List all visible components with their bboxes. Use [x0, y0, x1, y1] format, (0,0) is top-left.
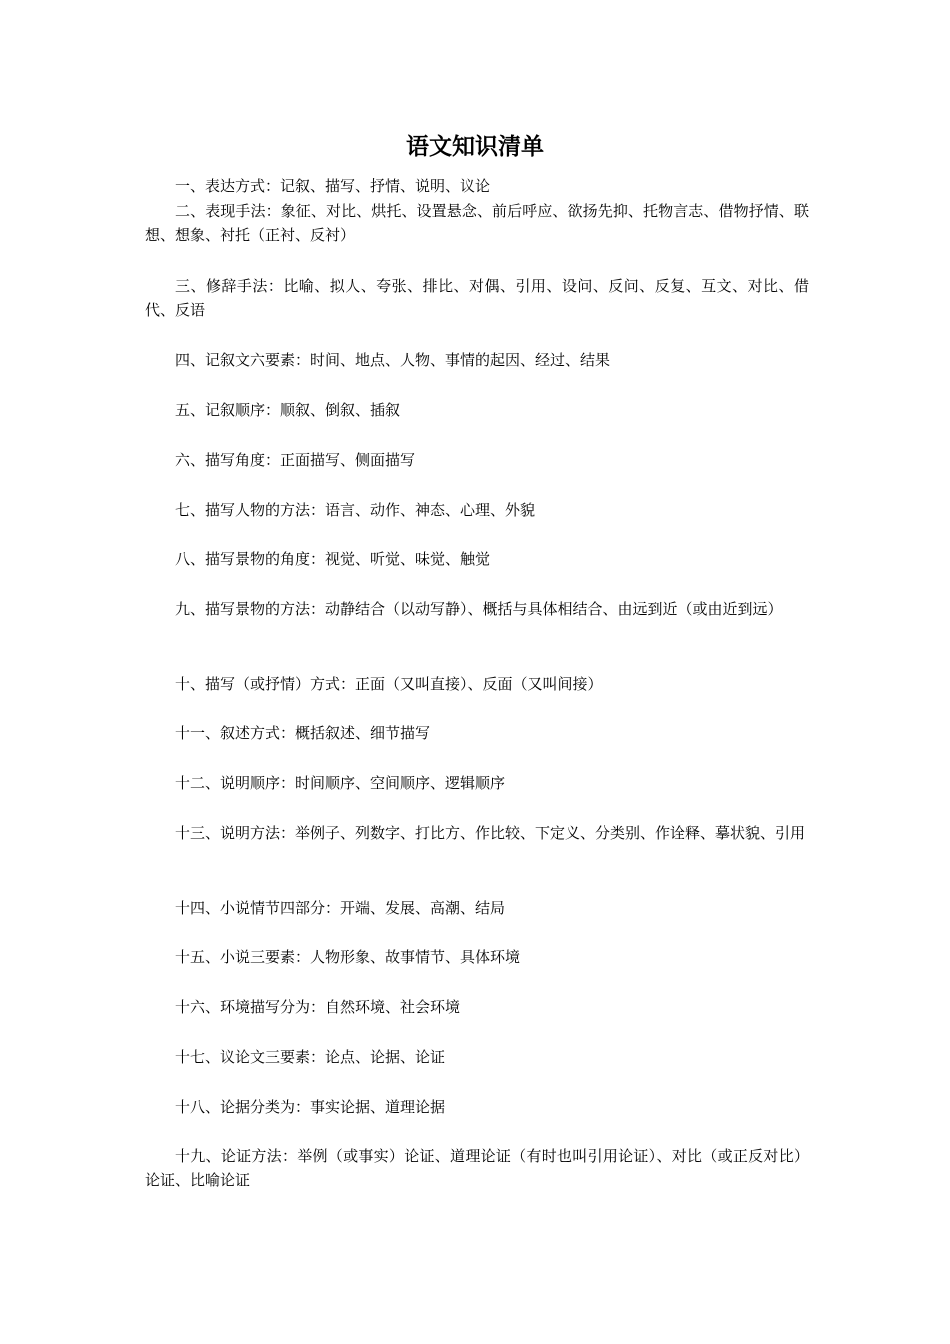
list-item-4: 四、记叙文六要素：时间、地点、人物、事情的起因、经过、结果	[175, 351, 611, 369]
list-item-5: 五、记叙顺序：顺叙、倒叙、插叙	[175, 401, 401, 419]
list-item-19: 十九、论证方法：举例（或事实）论证、道理论证（有时也叫引用论证）、对比（或正反对比）论证、比喻论证	[145, 1147, 809, 1189]
list-item-7: 七、描写人物的方法：语言、动作、神态、心理、外貌	[175, 501, 536, 519]
list-item-18: 十八、论据分类为：事实论据、道理论据	[175, 1098, 446, 1116]
list-item-13: 十三、说明方法：举例子、列数字、打比方、作比较、下定义、分类别、作诠释、摹状貌、引用	[175, 824, 806, 842]
list-item-17: 十七、议论文三要素：论点、论据、论证	[175, 1048, 446, 1066]
list-item-15: 十五、小说三要素：人物形象、故事情节、具体环境	[175, 948, 521, 966]
list-item-11: 十一、叙述方式：概括叙述、细节描写	[175, 724, 431, 742]
list-item-16: 十六、环境描写分为：自然环境、社会环境	[175, 998, 461, 1016]
list-item-1: 一、表达方式：记叙、描写、抒情、说明、议论	[175, 177, 491, 195]
list-item-6: 六、描写角度：正面描写、侧面描写	[175, 451, 416, 469]
list-item-14: 十四、小说情节四部分：开端、发展、高潮、结局	[175, 899, 506, 917]
list-item-8: 八、描写景物的角度：视觉、听觉、味觉、触觉	[175, 550, 491, 568]
list-item-10: 十、描写（或抒情）方式：正面（又叫直接）、反面（又叫间接）	[175, 675, 603, 693]
list-item-2: 二、表现手法：象征、对比、烘托、设置悬念、前后呼应、欲扬先抑、托物言志、借物抒情、联想、想象、衬托（正衬、反衬）	[145, 202, 809, 244]
list-item-3: 三、修辞手法：比喻、拟人、夸张、排比、对偶、引用、设问、反问、反复、互文、对比、借代、反语	[145, 277, 809, 319]
list-item-12: 十二、说明顺序：时间顺序、空间顺序、逻辑顺序	[175, 774, 506, 792]
page-title: 语文知识清单	[406, 133, 544, 160]
list-item-9: 九、描写景物的方法：动静结合（以动写静）、概括与具体相结合、由远到近（或由近到远）	[175, 600, 783, 618]
